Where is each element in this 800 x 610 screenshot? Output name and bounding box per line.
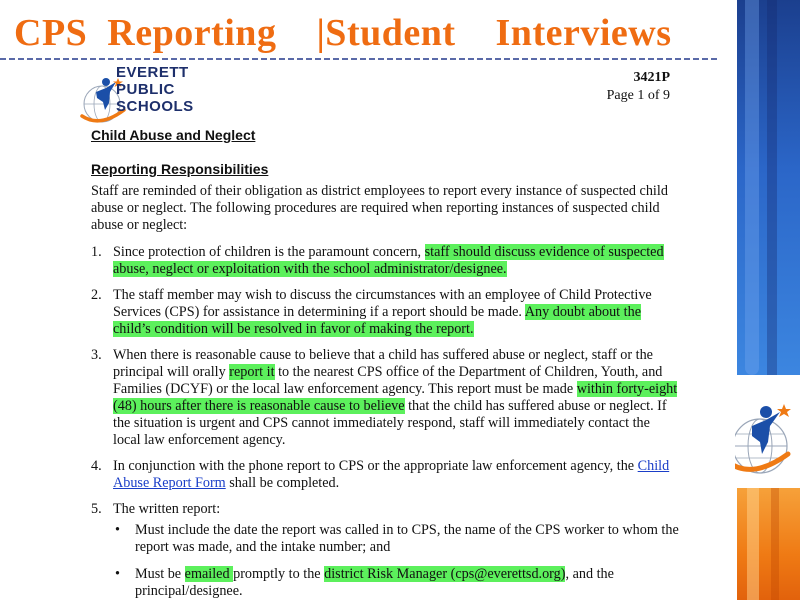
list-item-4 (91, 458, 681, 492)
list-item-5 (91, 501, 681, 600)
item-text: In conjunction with the phone report to CPS or the appropriate law enforcement agency, the (113, 458, 638, 474)
highlighted-text: Any doubt about the child’s condition will be resolved in favor of making the report. (113, 304, 641, 337)
item-text: The staff member may wish to discuss the circumstances with an employee of Child Protective Services (CPS) for assistance in determining if a report should be made. (113, 287, 652, 320)
bullet-item-1 (113, 522, 681, 556)
item-text: Since protection of children is the paramount concern, (113, 244, 425, 260)
list-number: 5. (91, 501, 102, 517)
list-item-2 (91, 287, 681, 338)
procedure-number: 3421P (633, 70, 670, 85)
list-item-3 (91, 347, 681, 449)
procedure-list (91, 244, 681, 610)
bullet-list (113, 522, 681, 600)
list-number: 3. (91, 347, 102, 363)
bullet-item-2 (113, 566, 681, 600)
bullet-text: Must be (135, 566, 185, 582)
item-text: to the nearest CPS office of the Department of Children, Youth, and Families (DCYF) or the local law enforcement agency. This report must be made (113, 364, 663, 397)
highlighted-text: district Risk Manager (cps@everettsd.org) (324, 566, 566, 582)
highlighted-text: emailed (184, 566, 234, 582)
bullet-marker: • (115, 522, 120, 538)
logo-line-2: PUBLIC (116, 81, 175, 98)
section-heading: Reporting Responsibilities (91, 161, 269, 177)
list-number: 4. (91, 458, 102, 474)
bullet-text: promptly to the (233, 566, 325, 582)
slide-title: CPS Reporting |Student Interviews (14, 12, 672, 54)
logo-line-1: EVERETT (116, 64, 189, 81)
decorative-band-orange (737, 488, 800, 600)
policy-title: Child Abuse and Neglect (91, 127, 256, 143)
bullet-marker: • (115, 566, 120, 582)
list-number: 1. (91, 244, 102, 260)
highlighted-text: report it (229, 364, 275, 380)
child-abuse-report-form-link[interactable]: Child Abuse Report Form (113, 458, 670, 491)
intro-paragraph: Staff are reminded of their obligation as district employees to report every instance of suspected child abuse or neglect. The following procedures are required when reporting instances of suspected child abuse or neglect: (91, 183, 668, 233)
logo-line-3: SCHOOLS (116, 98, 194, 115)
item-text: that the child has suffered abuse or neglect. If the situation is urgent and CPS cannot immediately respond, staff will immediately contact the local law enforcement agency. (113, 398, 667, 448)
decorative-band-blue (737, 0, 800, 375)
list-number: 2. (91, 287, 102, 303)
item-text: When there is reasonable cause to believe that a child has suffered abuse or neglect, staff or the principal will orally (113, 347, 653, 380)
item-text: shall be completed. (225, 475, 340, 491)
logo-wordmark (116, 64, 194, 115)
page-indicator: Page 1 of 9 (606, 88, 670, 103)
list-item-1 (91, 244, 681, 278)
bullet-text: Must include the date the report was called in to CPS, the name of the CPS worker to whom the report was made, and the intake number; and (135, 522, 679, 555)
policy-document (70, 60, 735, 600)
highlighted-text: staff should discuss evidence of suspected abuse, neglect or exploitation with the school administrator/designee. (113, 244, 664, 277)
highlighted-text: within forty-eight (48) hours after there is reasonable cause to believe (113, 381, 678, 414)
item-text: The written report: (113, 501, 221, 517)
bullet-text: , and the principal/designee. (135, 566, 614, 599)
